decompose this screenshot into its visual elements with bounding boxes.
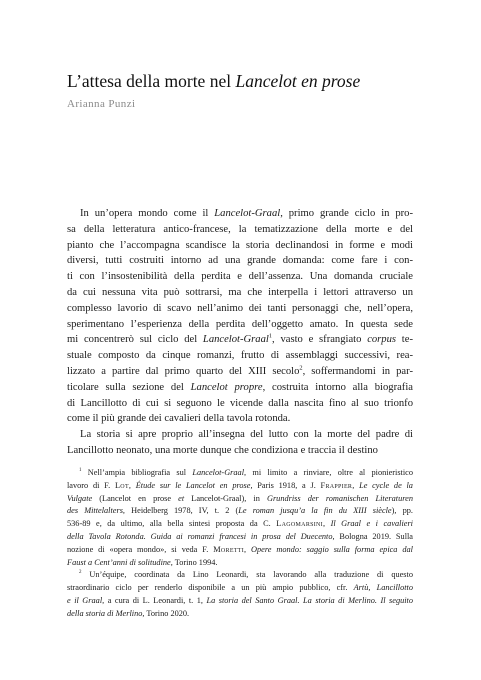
footnote-line: $^1$ Nell’ampia bibliografia sul Lancelot-Graal, mi limito a rinviare, oltre al pionieristico bbox=[79, 468, 413, 477]
footnote-line: della storia di Merlino, Torino 2020. bbox=[67, 608, 190, 618]
body-line: lizzato a partire dal primo quarto del XIII secolo$^2$, soffermandomi in par- bbox=[67, 364, 413, 377]
title-text: L’attesa della morte nel bbox=[67, 71, 236, 91]
body-line: pianto che l’accompagna scandisce la storia declinandosi in forme e modi bbox=[67, 239, 413, 251]
body-line: ti con l’insostenibilità della perdita e dell’assenza. Una domanda cruciale bbox=[67, 271, 413, 283]
body-line: ticolare sulla sezione del Lancelot propre, costruita intorno alla biografia bbox=[67, 381, 413, 393]
author-name: Arianna Punzi bbox=[67, 98, 136, 110]
footnote-marker: 2 bbox=[299, 364, 303, 372]
body-line: come il più grande dei cavalieri della tavola rotonda. bbox=[67, 413, 291, 425]
footnote-line: nozione di «opera mondo», si veda F. Moretti, Opere mondo: saggio sulla forma epica dal bbox=[67, 544, 413, 554]
body-line: stuale composto da cinque romanzi, frutto di assemblaggi successivi, rea- bbox=[67, 350, 413, 362]
body-text bbox=[67, 206, 413, 459]
body-line: sa della letteratura antico-francese, la tematizzazione della morte e del bbox=[67, 223, 413, 235]
title-italic-text: Lancelot en prose bbox=[235, 71, 361, 91]
footnote-line: des Mittelalters, Heidelberg 1978, IV, t. 2 (Le roman jusqu’a la fin du XIII siècle), pp. bbox=[67, 506, 413, 516]
body-line: da cui nessuna vita può sottrarsi, ma che interpella i lettori attraverso un bbox=[67, 286, 413, 298]
footnote-line: lavoro di F. Lot, Étude sur le Lancelot en prose, Paris 1918, a J. Frappier, Le cycle de la bbox=[67, 480, 413, 490]
footnote-line: $^2$ Un’équipe, coordinata da Lino Leonardi, sta lavorando alla traduzione di questo bbox=[79, 570, 413, 580]
body-line: In un’opera mondo come il Lancelot-Graal, primo grande ciclo in pro- bbox=[80, 208, 413, 219]
body-line: mi concentrerò sul ciclo del Lancelot-Graal$^1$, vasto e sfrangiato corpus te- bbox=[67, 332, 413, 346]
footnote-marker: 1 bbox=[79, 468, 82, 474]
footnotes bbox=[67, 467, 413, 621]
body-line: complesso lavorio di scavo nell’animo dei tanti personaggi che, nell’opera, bbox=[67, 302, 413, 314]
body-line: diversi, tutti costruiti intorno ad una grande domanda: come fare i con- bbox=[67, 255, 413, 267]
article-title bbox=[67, 70, 360, 92]
footnote-marker: 2 bbox=[79, 570, 82, 576]
body-line: sperimentano l’esperienza della perdita dell’oggetto amato. In questa sede bbox=[67, 318, 413, 330]
footnote-line: straordinario ciclo per renderlo disponibile a un più ampio pubblico, cfr. Artù, Lancillotto bbox=[67, 583, 413, 593]
body-line: di Lancillotto di cui si seguono le vicende dalla nascita fino al suo trionfo bbox=[67, 397, 413, 409]
footnote-line: della Tavola Rotonda. Guida ai romanzi francesi in prosa del Duecento, Bologna 2019. Sulla bbox=[67, 531, 413, 541]
footnote-marker: 1 bbox=[268, 332, 273, 340]
body-line: Lancillotto neonato, una morte dunque che condiziona e traccia il destino bbox=[67, 444, 378, 456]
footnote-line: e il Graal, a cura di L. Leonardi, t. 1, La storia del Santo Graal. La storia di Merlino. Il seguito bbox=[67, 595, 413, 605]
footnote-line: Faust a Cent’anni di solitudine, Torino 1994. bbox=[67, 557, 218, 567]
footnote-line: Vulgate (Lancelot en prose et Lancelot-Graal), in Grundriss der romanischen Literaturen bbox=[67, 493, 413, 503]
footnote-line: 536-89 e, da ultimo, alla bella sintesi proposta da C. Lagomarsini, Il Graal e i cavalieri bbox=[67, 519, 413, 529]
body-line: La storia si apre proprio all’insegna del lutto con la morte del padre di bbox=[80, 429, 413, 441]
